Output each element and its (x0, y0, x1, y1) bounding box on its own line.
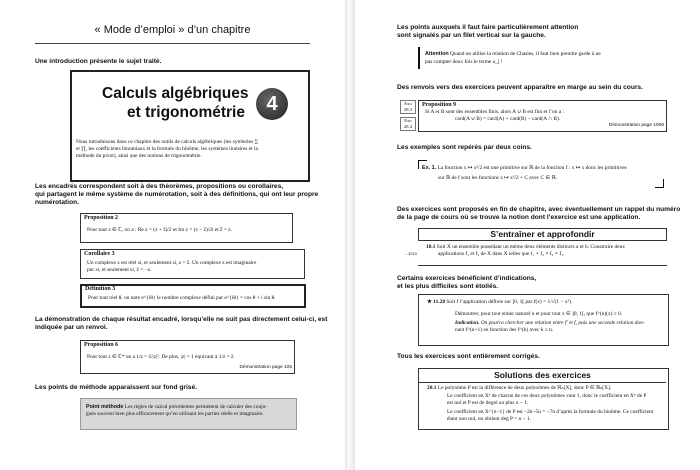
solutions-line1 (427, 385, 665, 392)
example-line1 (422, 165, 662, 172)
chapter-title-line1: Calculs algébriques (102, 85, 249, 102)
train-exercise-num: 18.1 (426, 244, 436, 250)
hint-line2: Démontrer, pour tout entier naturel n et pour tout x ∈ ]0, 1[, que f^(n)(x) ≥ 0. (455, 311, 623, 317)
solutions-text1: Le polynôme P est la différence de deux polynômes de ℝₙ[X], donc P ∈ ℝₙ[X]. (437, 385, 612, 391)
hint-text1: Soit f l’application définie sur ]0, 1[ par f(x) = 1/√(1 − x²). (446, 299, 573, 305)
solutions-box (418, 368, 669, 430)
intro-caption: Une introduction présente le sujet traité. (35, 58, 162, 65)
train-line1 (426, 244, 666, 251)
solutions-line4: Le coefficient en X^{n−1} de P est −2n−5n = −7n d’après la formule du binôme. Ce coefficient (447, 409, 654, 415)
example-line2: sur ℝ de f sont les fonctions x ↦ x²/2 + C avec C ∈ ℝ. (438, 175, 558, 181)
page-title: « Mode d’emploi » d’un chapitre (94, 24, 251, 36)
train-exercise (404, 243, 667, 266)
attention-caption-line2: sont signalés par un filet vertical sur la gauche. (397, 32, 546, 39)
exercise-tag-28-3 (400, 100, 416, 114)
chapter-intro-line2: et ∏, les coefficients binomiaux et la formule du binôme, les systèmes linéaires et la (76, 146, 258, 152)
exercise-tag-2-line1: Exo (404, 118, 412, 123)
chapter-intro-line1: Nous introduisons dans ce chapitre des outils de calculs algébriques (les symboles ∑ (76, 139, 259, 145)
example-label: Ex. 1. (422, 165, 437, 171)
method-line1 (86, 404, 293, 411)
proposition-6-text: Pour tout z ∈ ℂ* on a 1/z = z̄/|z|². De plus, |z| = 1 équivaut à 1/z = z̄. (87, 354, 235, 360)
proposition-9-box (418, 100, 667, 132)
definition-3-head: Définition 3 (85, 286, 116, 292)
solutions-line5: étant non nul, on obtient deg P = n − 1. (447, 416, 532, 422)
proposition-9-ref: Démonstration page 1006 (608, 123, 664, 128)
solutions-caption: Tous les exercices sont entièrement corrigés. (397, 353, 540, 360)
definition-3-text: Pour tout réel θ, on note e^{iθ} le nombre complexe défini par e^{iθ} = cos θ + i sin θ. (88, 295, 276, 301)
train-margin-ref: →1019 (404, 251, 417, 256)
exercise-tag-1-line2: 28.3 (403, 107, 413, 112)
title-rule (35, 43, 310, 44)
corollary-3-line1: Un complexe z est réel si, et seulement si, z = z̄. Un complexe z est imaginaire (87, 260, 257, 266)
method-label: Point méthode (86, 404, 124, 410)
exercises-caption-line1: Des exercices sont proposés en fin de chapitre, avec éventuellement un rappel du numéro (397, 206, 681, 213)
example-block (418, 160, 664, 188)
attention-caption-line1: Les points auxquels il faut faire particulièrement attention (397, 24, 579, 31)
hint-text3: On pourra chercher une relation entre f′ et f, puis une seconde relation don- (480, 320, 645, 326)
attention-line2: pas compter deux fois le terme a_j ! (425, 59, 503, 65)
book-gutter (345, 0, 355, 470)
left-page (0, 0, 345, 470)
demo-caption-line1: La démonstration de chaque résultat encadré, lorsqu’elle ne suit pas directement celui-ci, est (35, 316, 328, 323)
hint-line1 (427, 299, 665, 306)
hints-caption-line1: Certains exercices bénéficient d’indications, (397, 275, 537, 282)
demo-caption-line2: indiquée par un renvoi. (35, 324, 108, 331)
proposition-6-box (80, 340, 295, 374)
corollary-3-line2: pur si, et seulement si, z̄ = −z. (87, 267, 152, 273)
exercise-tag-2-line2: 28.4 (403, 124, 413, 129)
proposition-2-text: Pour tout z ∈ ℂ, on a : Re z = (z + z̄)/2 et Im z = (z − z̄)/2i et z̄̄ = z. (87, 227, 232, 233)
corollary-3-head: Corollaire 3 (84, 251, 115, 257)
proposition-6-head: Proposition 6 (84, 342, 119, 348)
exercises-caption-line2: de la page de cours où se trouve la notion dont l’exercice est une application. (397, 214, 641, 221)
train-header: S’entraîner et approfondir (418, 228, 667, 241)
chapter-box (70, 70, 310, 182)
example-text1: La fonction x ↦ x²/2 est une primitive sur ℝ de la fonction f : x ↦ x donc les primitives (437, 165, 627, 171)
proposition-9-head: Proposition 9 (422, 102, 457, 108)
solutions-line3: est nul et P est de degré au plus n − 1. (447, 400, 529, 406)
framed-caption-line1: Les encadrés correspondent soit à des théorèmes, propositions ou corollaires, (35, 183, 284, 190)
hints-caption-line2: et les plus difficiles sont étoilés. (397, 283, 499, 290)
method-line2: gués souvent bien plus efficacement qu’en utilisant les parties réelle et imaginaire. (86, 411, 264, 417)
hint-exercise-num: ★ 11.28 (427, 299, 446, 305)
train-text1: Soit X un ensemble possédant un même deux éléments distincts a et b. Construire deux (436, 244, 625, 250)
proposition-2-box (80, 213, 293, 243)
attention-label: Attention (425, 51, 449, 57)
solutions-line2: Le coefficient en Xⁿ de chacun de ces deux polynômes vaut 1, donc le coefficient en Xⁿ de P (447, 393, 647, 399)
exercise-tag-1-line1: Exo (404, 101, 412, 106)
train-line2: applications f₁ et f₂ de X dans X telles que f₁ ∘ f₂ ≠ f₂ ∘ f₁. (438, 251, 565, 257)
method-box (80, 398, 297, 430)
hint-exercise-box (418, 294, 669, 346)
attention-text1: Quand on utilise la relation de Chasles, il faut bien prendre garde à ne (450, 51, 601, 57)
solutions-num: 20.1 (427, 385, 437, 391)
framed-caption-line3: numérotation. (35, 199, 79, 206)
chapter-intro-line3: méthode du pivot), ainsi que des notions de trigonométrie. (76, 153, 202, 159)
hint-line3 (455, 320, 667, 327)
hint-label: Indication. (455, 320, 480, 326)
method-text1: Les règles de calcul précédentes permettent de calculer des conju- (124, 404, 268, 410)
refs-caption: Des renvois vers des exercices peuvent apparaître en marge au sein du cours. (397, 84, 643, 91)
method-caption: Les points de méthode apparaissent sur fond grisé. (35, 384, 197, 391)
examples-caption: Les exemples sont repérés par deux coins. (397, 144, 532, 151)
corollary-3-box (80, 249, 305, 279)
attention-block (418, 47, 667, 69)
proposition-9-line1: Si A et B sont des ensembles finis, alors A ∪ B est fini et l’on a : (425, 109, 565, 115)
hint-line4: nant f^(n+1) en fonction des f^(k) avec k ≤ n. (455, 327, 554, 333)
attention-line1 (425, 51, 665, 58)
proposition-2-head: Proposition 2 (84, 215, 119, 221)
solutions-header: Solutions des exercices (419, 369, 666, 383)
right-page (355, 0, 700, 470)
proposition-9-line2: card(A ∪ B) = card(A) + card(B) − card(A ∩ B). (455, 116, 561, 122)
definition-3-box (80, 284, 306, 308)
proposition-6-ref: Démonstration page 105 (239, 365, 292, 370)
exercise-tag-28-4 (400, 117, 416, 131)
framed-caption-line2: qui partagent le même système de numérotation, soit à des définitions, qui ont leur propre (35, 191, 319, 198)
chapter-number-badge: 4 (256, 88, 288, 120)
chapter-title-line2: et trigonométrie (127, 104, 245, 121)
